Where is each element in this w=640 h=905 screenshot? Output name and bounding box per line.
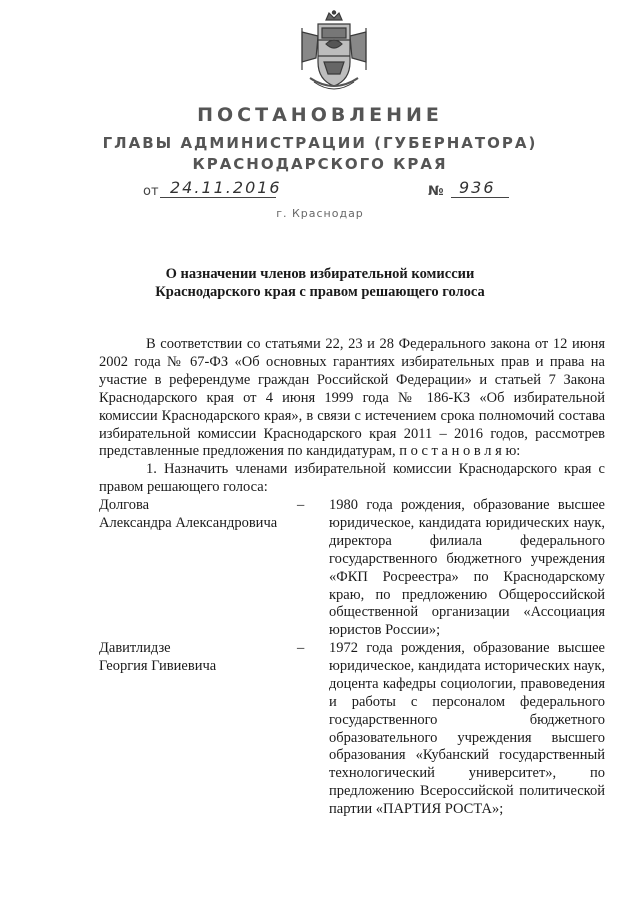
date-label: от [143, 184, 159, 199]
preamble [99, 336, 605, 497]
region-heading: КРАСНОДАРСКОГО КРАЯ [192, 155, 448, 173]
appointee-dash: – [297, 497, 305, 513]
appointee-surname: Долгова [99, 497, 150, 513]
appointee-dash: – [297, 640, 305, 656]
appointee-description: 1980 года рождения, образование высшее юридическое, кандидата юридических наук, директора филиала федерального государственного бюджетного учреждения «ФКП Росреестра» по Краснодарскому краю, по предложению Общероссийской общественной организации «Ассоциация юристов России»; [329, 497, 605, 639]
document-type-heading: ПОСТАНОВЛЕНИЕ [197, 104, 443, 126]
preamble-paragraph: В соответствии со статьями 22, 23 и 28 Федерального закона от 12 июня 2002 года № 67-ФЗ «Об основных гарантиях избирательных прав и права на участие в референдуме граждан Российской Федерации» и статьей 7 Закона Краснодарского края от 4 июня 1999 года № 186-КЗ «Об избирательной комиссии Краснодарского края», в связи с истечением срока полномочий состава избирательной комиссии Краснодарского края 2011 – 2016 годов, рассмотрев представленные предложения по кандидатурам, п о с т а н о в л я ю: [99, 336, 605, 460]
appointee-given-names: Георгия Гивиевича [99, 657, 217, 674]
appointment-clause: 1. Назначить членами избирательной комиссии Краснодарского края с правом решающего голоса: [99, 461, 605, 496]
date-value: 24.11.2016 [160, 178, 276, 198]
document-title-line1: О назначении членов избирательной комиссии [165, 266, 475, 282]
appointee-description: 1972 года рождения, образование высшее юридическое, кандидата исторических наук, доцента кафедры социологии, правоведения и работы с персоналом федерального государственного бюджетного образовательного учреждения высшего образования «Кубанский государственный технологический университет», по предложению Всероссийской политической партии «ПАРТИЯ РОСТА»; [329, 640, 605, 818]
document-title-line2: Краснодарского края с правом решающего голоса [155, 284, 485, 300]
number-label: № [428, 184, 444, 199]
appointee-given-names: Александра Александровича [99, 514, 278, 531]
appointee-name [99, 497, 289, 533]
city-label: г. Краснодар [276, 207, 364, 220]
krasnodar-coat-of-arms-icon [296, 10, 372, 92]
appointee-surname: Давитлидзе [99, 640, 171, 656]
issuer-heading: ГЛАВЫ АДМИНИСТРАЦИИ (ГУБЕРНАТОРА) [102, 134, 538, 152]
appointee-name [99, 640, 289, 676]
number-value: 936 [451, 178, 509, 198]
